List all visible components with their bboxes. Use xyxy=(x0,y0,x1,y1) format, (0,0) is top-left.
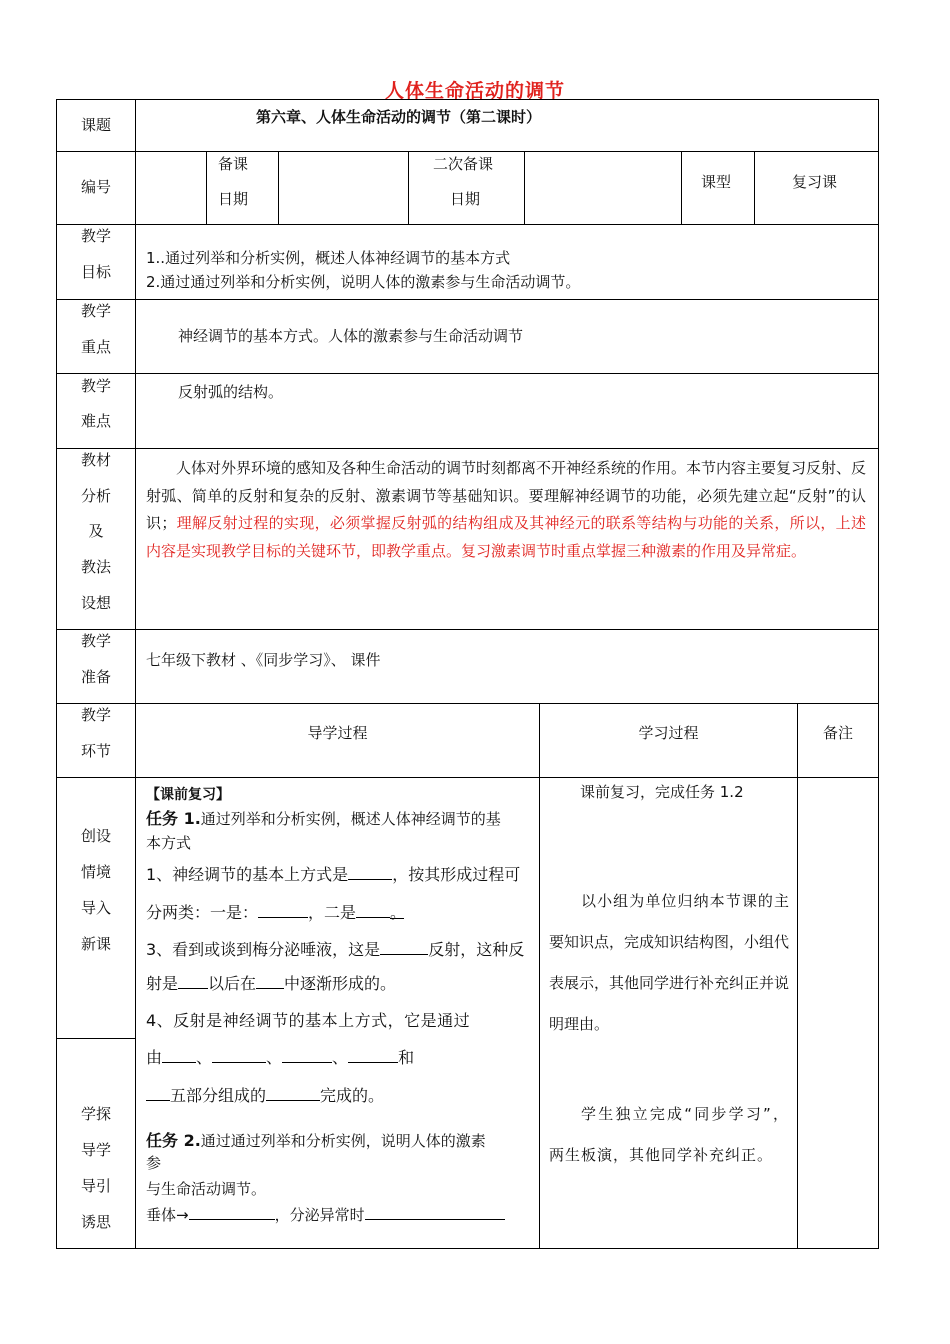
analysis-label-5: 设想 xyxy=(80,594,111,612)
q1-blank-2[interactable] xyxy=(258,903,308,918)
q4-text-d: 完成的。 xyxy=(320,1086,385,1105)
q3-line-2 xyxy=(146,974,396,993)
second-prep-label-1: 二次备课 xyxy=(433,155,494,173)
task1-line-1 xyxy=(146,810,501,828)
difficulties-value: 反射弧的结构。 xyxy=(178,383,284,401)
stage1-label-1: 创设 xyxy=(80,827,111,845)
prep-date-label-2: 日期 xyxy=(218,190,249,208)
analysis-text xyxy=(146,455,866,565)
goals-label-2: 目标 xyxy=(80,263,111,281)
q4-blank-1[interactable] xyxy=(162,1048,196,1063)
q4-line-2 xyxy=(146,1048,414,1067)
q4-sep-2: 、 xyxy=(266,1048,283,1067)
q4-blank-5[interactable] xyxy=(146,1086,170,1101)
task1-text-a: 通过列举和分析实例，概述人体神经调节的基 xyxy=(200,810,501,828)
prep-date-label-1: 备课 xyxy=(218,155,249,173)
number-value-cell xyxy=(135,151,207,225)
q4-text-b: 由 xyxy=(146,1048,163,1067)
second-prep-value-cell xyxy=(524,151,682,225)
topic-label: 课题 xyxy=(80,116,111,134)
task2-line-1 xyxy=(146,1132,486,1150)
q1-line-1 xyxy=(146,865,520,884)
difficulties-label-2: 难点 xyxy=(80,412,111,430)
preparation-value: 七年级下教材 、《同步学习》、 课件 xyxy=(146,651,381,669)
q1-text-b: ，按其形成过程可 xyxy=(392,865,521,884)
q1-line-2 xyxy=(146,903,407,922)
key-points-label-2: 重点 xyxy=(80,338,111,356)
q1-text-a: 1、神经调节的基本上方式是 xyxy=(146,865,349,884)
stage1-label-4: 新课 xyxy=(80,935,111,953)
analysis-text-red: 理解反射过程的实现，必须掌握反射弧的结构组成及其神经元的联系等结构与功能的关系，所以，上述内容是实现教学目标的关键环节，即教学重点。复习激素调节时重点掌握三种激素的作用及异常症。 xyxy=(146,514,866,560)
task2-blank-2[interactable] xyxy=(365,1205,505,1220)
analysis-label-2: 分析 xyxy=(80,487,111,505)
learn-p3: 学生独立完成“同步学习”，两生板演，其他同学补充纠正。 xyxy=(549,1105,789,1164)
difficulties-label-1: 教学 xyxy=(80,377,111,395)
q3-blank-3[interactable] xyxy=(256,974,284,989)
q4-line-1: 4、反射是神经调节的基本上方式，它是通过 xyxy=(146,1011,471,1030)
q3-text-d: 以后在 xyxy=(208,974,257,993)
remark-body-cell xyxy=(797,777,879,1249)
lesson-type-label: 课型 xyxy=(701,173,732,191)
task2-text-b: 参 xyxy=(146,1154,162,1172)
task2-text-c: 与生命活动调节。 xyxy=(146,1180,267,1198)
process-label-1: 教学 xyxy=(80,706,111,724)
q3-text-e: 中逐渐形成的。 xyxy=(284,974,397,993)
task2-q-text-b: ，分泌异常时 xyxy=(274,1206,365,1224)
second-prep-label-2: 日期 xyxy=(450,190,481,208)
q1-text-c: 分两类：一是： xyxy=(146,903,259,922)
q3-text-b: 反射，这种反 xyxy=(428,940,525,959)
number-label: 编号 xyxy=(80,178,111,196)
prep-date-value-cell xyxy=(278,151,409,225)
analysis-text-black: 人体对外界环境的感知及各种生命活动的调节时刻都离不开神经系统的作用。本节内容主要复习反射、反射弧、简单的反射和复杂的反射、激素调节等基础知识。要理解神经调节的功能，必须先建立起“反射”的认识； xyxy=(146,459,867,532)
stage2-label-4: 诱思 xyxy=(80,1213,111,1231)
stage1-label-2: 情境 xyxy=(80,863,111,881)
q3-text-a: 3、看到或谈到梅分泌唾液，这是 xyxy=(146,940,381,959)
process-label-2: 环节 xyxy=(80,742,111,760)
key-points-label-1: 教学 xyxy=(80,302,111,320)
topic-value: 第六章、人体生命活动的调节（第二课时） xyxy=(256,108,542,126)
stage1-label-3: 导入 xyxy=(80,899,111,917)
q3-line-1 xyxy=(146,940,524,959)
task2-text-a: 通过通过列举和分析实例，说明人体的激素 xyxy=(200,1132,486,1150)
q4-blank-4[interactable] xyxy=(348,1048,398,1063)
q1-blank-3[interactable] xyxy=(356,903,390,918)
learn-p1: 课前复习，完成任务 1.2 xyxy=(580,783,744,801)
analysis-label-3: 及 xyxy=(88,522,104,540)
guide-section-title: 【课前复习】 xyxy=(146,787,230,803)
q4-blank-6[interactable] xyxy=(266,1086,320,1101)
task2-line-q xyxy=(146,1205,505,1224)
preparation-label-2: 准备 xyxy=(80,668,111,686)
q3-blank-1[interactable] xyxy=(380,940,428,955)
q3-blank-2[interactable] xyxy=(178,974,208,989)
goals-label-1: 教学 xyxy=(80,227,111,245)
q4-blank-3[interactable] xyxy=(282,1048,332,1063)
stage2-label-2: 导学 xyxy=(80,1141,111,1159)
lesson-type-value: 复习课 xyxy=(792,173,838,191)
q1-period: 。 xyxy=(390,903,407,922)
task2-q-text-a: 垂体→ xyxy=(146,1206,189,1224)
q4-blank-2[interactable] xyxy=(212,1048,266,1063)
analysis-label-1: 教材 xyxy=(80,451,111,469)
q4-sep-1: 、 xyxy=(196,1048,213,1067)
stage2-label-1: 学探 xyxy=(80,1105,111,1123)
page-title: 人体生命活动的调节 xyxy=(384,80,565,102)
preparation-label-1: 教学 xyxy=(80,632,111,650)
guide-header: 导学过程 xyxy=(307,724,368,742)
q1-text-d: ，二是 xyxy=(308,903,357,922)
learn-header: 学习过程 xyxy=(638,724,699,742)
goal-item-2: 2.通过通过列举和分析实例，说明人体的激素参与生命活动调节。 xyxy=(146,273,581,291)
q4-text-c: 五部分组成的 xyxy=(170,1086,267,1105)
task2-blank-1[interactable] xyxy=(189,1205,275,1220)
task1-text-b: 本方式 xyxy=(146,834,192,852)
key-points-value: 神经调节的基本方式。人体的激素参与生命活动调节 xyxy=(178,327,524,345)
task2-title: 任务 2. xyxy=(146,1131,201,1150)
q4-and: 和 xyxy=(398,1048,415,1067)
remark-header: 备注 xyxy=(822,724,853,742)
q3-text-c: 射是 xyxy=(146,974,179,993)
goal-item-1: 1..通过列举和分析实例，概述人体神经调节的基本方式 xyxy=(146,249,511,267)
stage2-label-3: 导引 xyxy=(80,1177,111,1195)
q4-line-3 xyxy=(146,1086,384,1105)
q4-sep-3: 、 xyxy=(332,1048,349,1067)
learn-p2: 以小组为单位归纳本节课的主要知识点，完成知识结构图，小组代表展示，其他同学进行补充纠正并说明理由。 xyxy=(549,892,790,1033)
analysis-label-4: 教法 xyxy=(80,558,111,576)
q1-blank-1[interactable] xyxy=(348,865,392,880)
task1-title: 任务 1. xyxy=(146,809,201,828)
